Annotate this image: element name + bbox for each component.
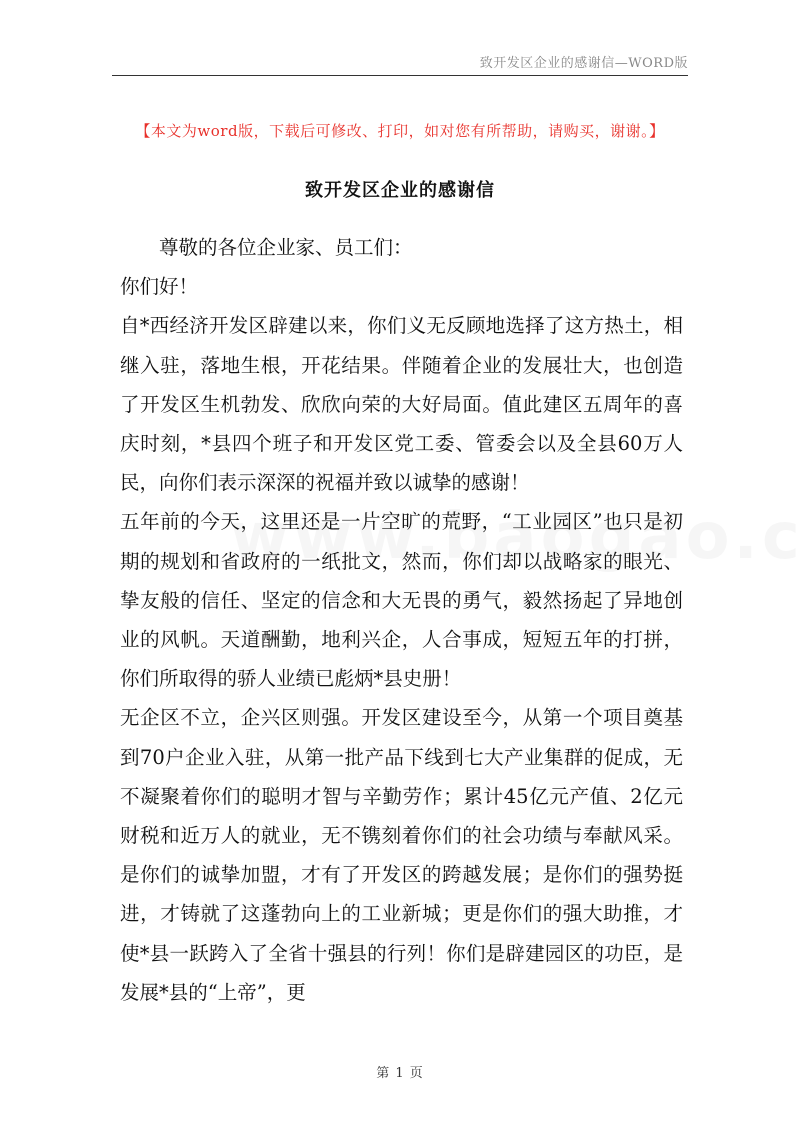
purchase-notice: 【本文为word版，下载后可修改、打印，如对您有所帮助，请购买，谢谢。】: [135, 122, 665, 140]
greeting: 你们好！: [120, 275, 199, 299]
salutation: 尊敬的各位企业家、员工们：: [159, 236, 413, 259]
paragraph: 五年前的今天，这里还是一片空旷的荒野，“工业园区”也只是初期的规划和省政府的一纸批文，然而，你们却以战略家的眼光、挚友般的信任、坚定的信念和大无畏的勇气，毅然扬起了异地创业的风帆。天道酬勤，地利兴企，人合事成，短短五年的打拼，你们所取得的骄人业绩已彪炳*县史册！: [120, 510, 683, 691]
page-header: 致开发区企业的感谢信—WORD版: [479, 56, 688, 71]
header-divider: [112, 75, 688, 76]
paragraph: 自*西经济开发区辟建以来，你们义无反顾地选择了这方热土，相继入驻，落地生根，开花结果。伴随着企业的发展壮大，也创造了开发区生机勃发、欣欣向荣的大好局面。值此建区五周年的喜庆时刻，*县四个班子和开发区党工委、管委会以及全县60万人民，向你们表示深深的祝福并致以诚挚的感谢！: [120, 314, 683, 495]
paragraph: 无企区不立，企兴区则强。开发区建设至今，从第一个项目奠基到70户企业入驻，从第一批产品下线到七大产业集群的促成，无不凝聚着你们的聪明才智与辛勤劳作；累计45亿元产值、2亿元财税和近万人的就业，无不镌刻着你们的社会功绩与奉献风采。是你们的诚挚加盟，才有了开发区的跨越发展；是你们的强势挺进，才铸就了这蓬勃向上的工业新城；更是你们的强大助推，才使*县一跃跨入了全省十强县的行列！你们是辟建园区的功臣，是发展*县的“上帝”，更: [120, 706, 683, 1004]
document-body: [120, 228, 683, 1012]
page-number: 第 1 页: [376, 1066, 424, 1081]
document-title: 致开发区企业的感谢信: [305, 180, 495, 201]
